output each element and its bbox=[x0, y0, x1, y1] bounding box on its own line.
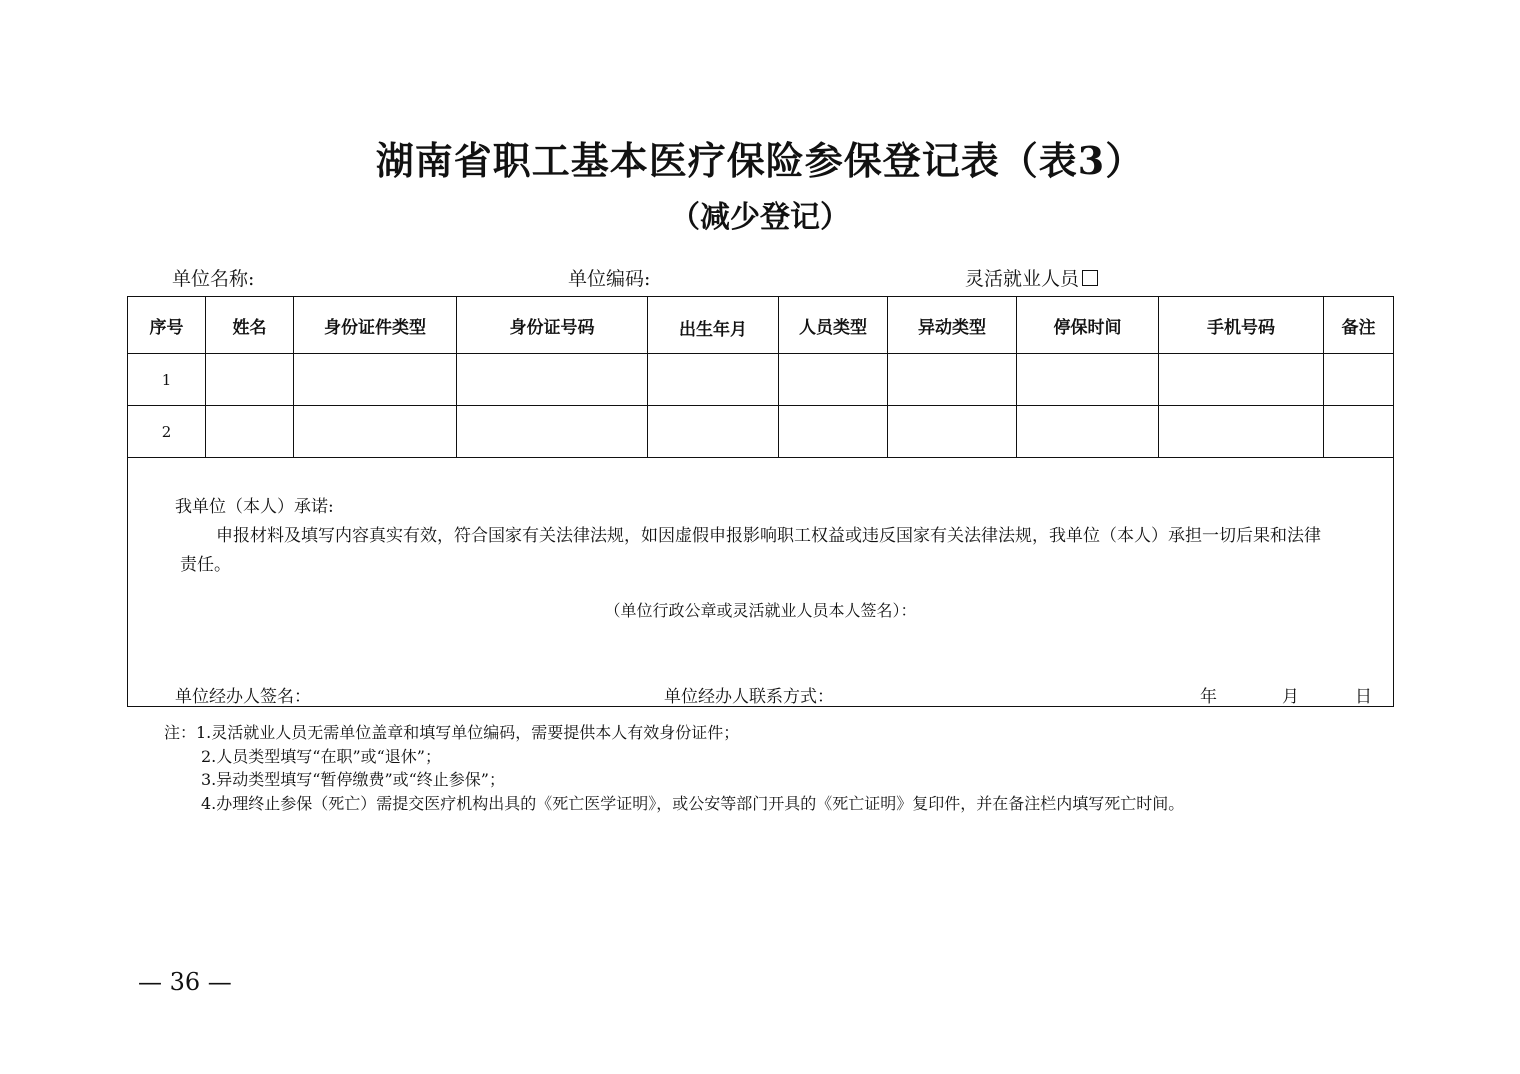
remark-cell[interactable] bbox=[1324, 354, 1394, 406]
name-cell[interactable] bbox=[206, 406, 294, 458]
flexible-worker-checkbox[interactable] bbox=[1082, 270, 1098, 286]
table-header-row bbox=[128, 297, 1394, 354]
seal-signature-label: （单位行政公章或灵活就业人员本人签名）： bbox=[604, 601, 917, 620]
handler-signature-label: 单位经办人签名： bbox=[175, 687, 311, 707]
stop-time-cell[interactable] bbox=[1017, 354, 1159, 406]
note-item: 注：1.灵活就业人员无需单位盖章和填写单位编码，需要提供本人有效身份证件； bbox=[164, 723, 740, 742]
id-type-cell[interactable] bbox=[294, 354, 457, 406]
birth-cell[interactable] bbox=[648, 406, 779, 458]
form-title: 湖南省职工基本医疗保险参保登记表（表3） bbox=[375, 138, 1145, 183]
notes-section bbox=[164, 721, 1184, 815]
registration-table bbox=[127, 296, 1394, 707]
id-number-cell[interactable] bbox=[457, 354, 648, 406]
unit-code-label: 单位编码: bbox=[568, 268, 651, 290]
change-type-cell[interactable] bbox=[888, 354, 1017, 406]
flexible-worker-label: 灵活就业人员 bbox=[965, 268, 1080, 290]
header-birth: 出生年月 bbox=[648, 297, 779, 354]
header-phone: 手机号码 bbox=[1159, 297, 1324, 354]
note-item: 4.办理终止参保（死亡）需提交医疗机构出具的《死亡医学证明》，或公安等部门开具的《死亡证明》复印件，并在备注栏内填写死亡时间。 bbox=[201, 793, 1185, 813]
remark-cell[interactable] bbox=[1324, 406, 1394, 458]
pledge-cell bbox=[128, 458, 1394, 707]
pledge-heading: 我单位（本人）承诺: bbox=[175, 497, 334, 517]
id-type-cell[interactable] bbox=[294, 406, 457, 458]
change-type-cell[interactable] bbox=[888, 406, 1017, 458]
birth-cell[interactable] bbox=[648, 354, 779, 406]
note-item: 2.人员类型填写“在职”或“退休”； bbox=[201, 746, 441, 766]
id-number-cell[interactable] bbox=[457, 406, 648, 458]
date-month-label: 月 bbox=[1282, 687, 1299, 707]
form-subtitle: （减少登记） bbox=[670, 200, 850, 235]
header-change-type: 异动类型 bbox=[888, 297, 1017, 354]
pledge-body-line1: 申报材料及填写内容真实有效，符合国家有关法律法规，如因虚假申报影响职工权益或违反国家有关法律法规，我单位（本人）承担一切后果和法律 bbox=[216, 526, 1321, 546]
date-year-label: 年 bbox=[1200, 687, 1217, 707]
date-day-label: 日 bbox=[1355, 687, 1372, 707]
flexible-worker-option bbox=[965, 264, 1098, 291]
person-type-cell[interactable] bbox=[779, 406, 888, 458]
header-serial: 序号 bbox=[128, 297, 206, 354]
header-id-type: 身份证件类型 bbox=[294, 297, 457, 354]
name-cell[interactable] bbox=[206, 354, 294, 406]
page-number: — 36 — bbox=[138, 968, 232, 996]
unit-name-label: 单位名称: bbox=[172, 268, 255, 290]
phone-cell[interactable] bbox=[1159, 406, 1324, 458]
handler-contact-label: 单位经办人联系方式： bbox=[664, 687, 834, 707]
pledge-body-line2: 责任。 bbox=[180, 555, 231, 575]
note-item: 3.异动类型填写“暂停缴费”或“终止参保”； bbox=[201, 770, 505, 789]
header-person-type: 人员类型 bbox=[779, 297, 888, 354]
stop-time-cell[interactable] bbox=[1017, 406, 1159, 458]
person-type-cell[interactable] bbox=[779, 354, 888, 406]
table-row bbox=[128, 406, 1394, 458]
header-stop-time: 停保时间 bbox=[1017, 297, 1159, 354]
row-serial: 2 bbox=[128, 406, 206, 458]
header-id-number: 身份证号码 bbox=[457, 297, 648, 354]
phone-cell[interactable] bbox=[1159, 354, 1324, 406]
table-row bbox=[128, 354, 1394, 406]
header-name: 姓名 bbox=[206, 297, 294, 354]
header-remark: 备注 bbox=[1324, 297, 1394, 354]
pledge-section bbox=[128, 458, 1393, 706]
pledge-row bbox=[128, 458, 1394, 707]
row-serial: 1 bbox=[128, 354, 206, 406]
